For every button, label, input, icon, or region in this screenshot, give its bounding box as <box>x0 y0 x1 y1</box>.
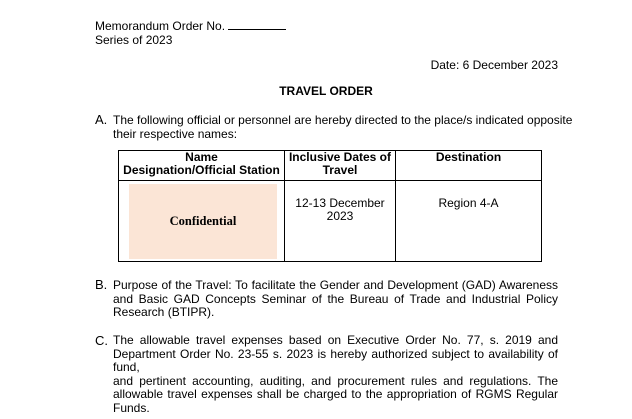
document-date: Date: 6 December 2023 <box>430 58 558 72</box>
cell-destination: Region 4-A <box>396 181 542 262</box>
memo-order-line <box>95 19 286 33</box>
section-c-text: The allowable travel expenses based on Executive Order No. 77, s. 2019 and Department Order No. 23-55 s. 2023 is hereby authorized subject to availability of fund, and pertinent accounting, auditing, and procurement rules and regulations. The allowable travel expenses shall be charged to the appropriation of RGMS Regular Funds. <box>113 333 558 415</box>
section-b-text: Purpose of the Travel: To facilitate the Gender and Development (GAD) Awareness and Basic GAD Concepts Seminar of the Bureau of Trade and Industrial Policy Research (BTIPR). <box>113 278 558 319</box>
table-header-row <box>119 151 542 181</box>
memo-number-blank <box>228 19 286 30</box>
header-name: Name Designation/Official Station <box>119 151 285 181</box>
section-a-text: The following official or personnel are hereby directed to the place/s indicated opposite their respective names: <box>113 113 573 141</box>
header-inclusive-dates: Inclusive Dates of Travel <box>285 151 396 181</box>
section-c-letter: C. <box>95 333 108 348</box>
section-b-letter: B. <box>95 277 108 292</box>
cropped-text-fragment <box>187 257 217 260</box>
section-a-letter: A. <box>95 112 108 127</box>
memo-order-label: Memorandum Order No. <box>95 19 226 33</box>
header-destination: Destination <box>396 151 542 181</box>
cell-dates: 12-13 December 2023 <box>285 181 396 262</box>
series-text: Series of 2023 <box>95 33 173 47</box>
document-title: TRAVEL ORDER <box>279 84 373 98</box>
confidential-label: Confidential <box>169 214 237 228</box>
confidential-redaction-box <box>129 184 277 259</box>
